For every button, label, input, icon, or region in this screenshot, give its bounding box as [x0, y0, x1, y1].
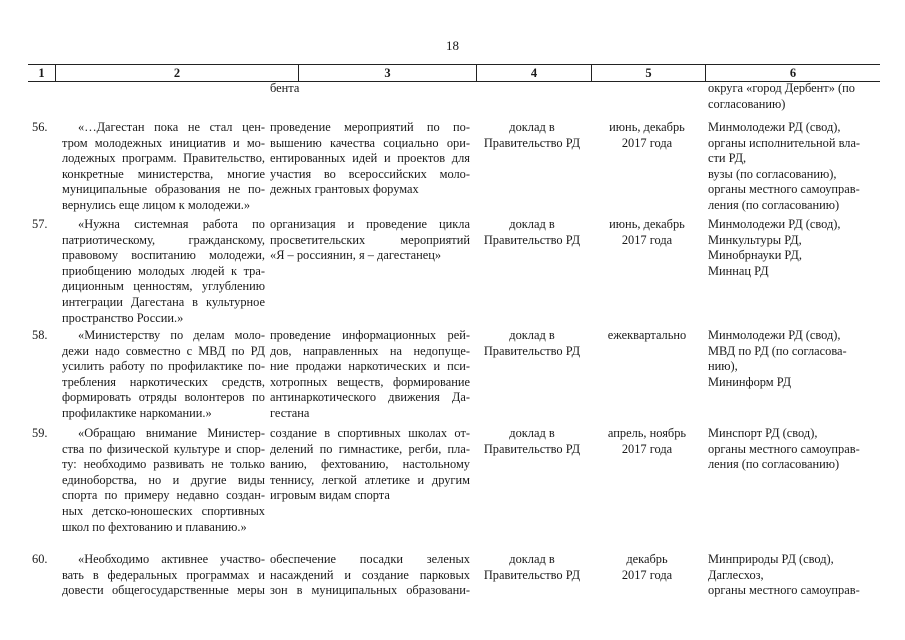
- row-number: 57.: [32, 217, 48, 231]
- row-responsible: Минспорт РД (свод), органы местного самоуправ- ления (по согласованию): [708, 426, 860, 472]
- row-report: доклад в Правительство РД: [483, 552, 581, 582]
- row-quote: «Необходимо активнее участво- вать в федеральных программах и довести общегосударственные меры: [62, 552, 265, 598]
- row-measure: обеспечение посадки зеленых насаждений и создание парковых зон в муниципальных образовани-: [270, 552, 470, 598]
- row-deadline: июнь, декабрь 2017 года: [609, 120, 685, 150]
- row-report: доклад в Правительство РД: [483, 426, 581, 456]
- row-responsible: Минприроды РД (свод), Даглесхоз, органы местного самоуправ-: [708, 552, 860, 598]
- continuation-col6: округа «город Дербент» (по согласованию): [708, 81, 855, 111]
- row-responsible: Минмолодежи РД (свод), органы исполнительной вла- сти РД, вузы (по согласованию), органы местного самоуправ- ления (по согласованию): [708, 120, 861, 212]
- row-deadline: ежеквартально: [607, 328, 687, 342]
- row-measure: организация и проведение цикла просветительских мероприятий «Я – россиянин, я – дагестанец»: [270, 217, 470, 263]
- header-col-6: 6: [789, 66, 797, 80]
- header-col-3: 3: [384, 66, 391, 80]
- row-number: 58.: [32, 328, 48, 342]
- continuation-col3: бента: [270, 81, 300, 95]
- row-number: 56.: [32, 120, 48, 134]
- row-quote: «…Дагестан пока не стал цен- тром молодежных инициатив и мо- лодежных программ. Правительство, конкретные министерства, многие муниципальные образования не по- вернулись еще лицом к молодежи.»: [62, 120, 265, 212]
- row-report: доклад в Правительство РД: [483, 120, 581, 150]
- row-number: 59.: [32, 426, 48, 440]
- row-deadline: декабрь 2017 года: [621, 552, 673, 582]
- row-measure: создание в спортивных школах от- делений по гимнастике, регби, пла- ванию, фехтованию, настольному теннису, легкой атлетике и другим игровым видам спорта: [270, 426, 470, 503]
- header-col-4: 4: [530, 66, 538, 80]
- row-number: 60.: [32, 552, 48, 566]
- table-header: [28, 64, 880, 82]
- row-report: доклад в Правительство РД: [483, 328, 581, 358]
- row-measure: проведение мероприятий по по- вышению качества социально ори- ентированных идей и проектов для участия во всероссийских моло- дежных грантовых форумах: [270, 120, 470, 197]
- row-measure: проведение информационных рей- дов, направленных на недопуще- ние продажи наркотических и пси- хотропных веществ, формирование антинаркотического движения Да- гестана: [270, 328, 470, 420]
- row-deadline: июнь, декабрь 2017 года: [609, 217, 685, 247]
- page-number: 18: [446, 38, 459, 53]
- header-col-2: 2: [173, 66, 181, 80]
- row-quote: «Нужна системная работа по патриотическому, гражданскому, правовому воспитанию молодежи, приобщению молодых людей к тра- диционным ценностям, углублению интеграции Дагестана в культурное пространство России.»: [62, 217, 265, 325]
- row-quote: «Министерству по делам моло- дежи надо совместно с МВД по РД усилить работу по профилактике по- требления наркотических средств, формировать отряды волонтеров по профилактике наркомании.»: [62, 328, 265, 420]
- header-col-1: 1: [38, 66, 45, 80]
- row-responsible: Минмолодежи РД (свод), МВД по РД (по согласова- нию), Мининформ РД: [708, 328, 847, 389]
- row-quote: «Обращаю внимание Министер- ства по физической культуре и спор- ту: необходимо развивать не только единоборства, но и другие виды спорта по примеру недавно создан- ных детско-юношеских спортивных школ по фехтованию и плаванию.»: [62, 426, 265, 534]
- row-report: доклад в Правительство РД: [483, 217, 581, 247]
- header-col-5: 5: [645, 66, 652, 80]
- row-responsible: Минмолодежи РД (свод), Минкультуры РД, Минобрнауки РД, Миннац РД: [708, 217, 841, 278]
- row-deadline: апрель, ноябрь 2017 года: [607, 426, 687, 456]
